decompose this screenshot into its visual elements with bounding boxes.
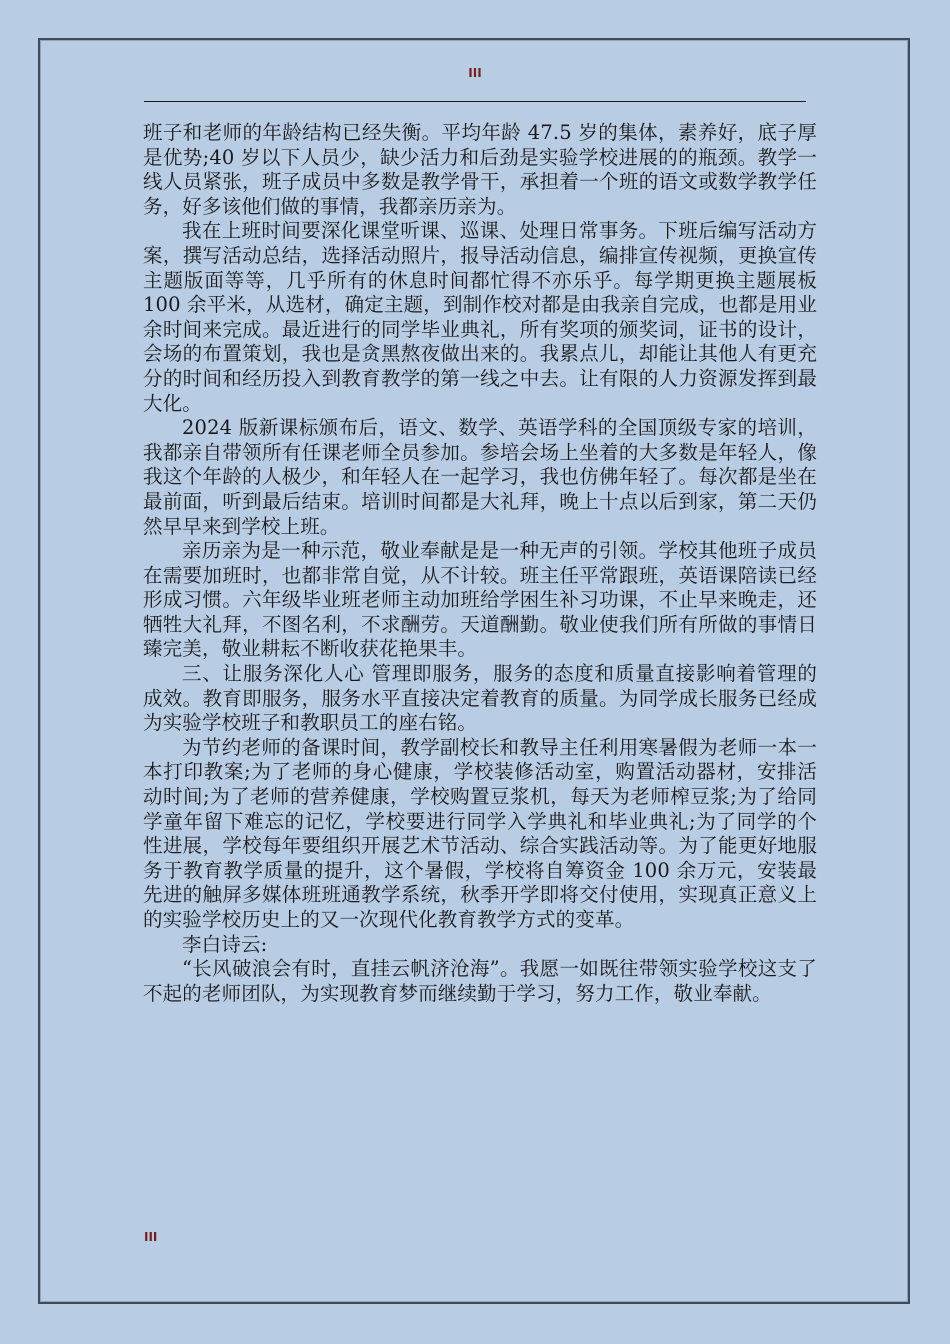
document-body: [143, 121, 817, 1006]
paragraph-3: 2024 版新课标颁布后，语文、数学、英语学科的全国顶级专家的培训，我都亲自带领所有任课老师全员参加。参培会场上坐着的大多数是年轻人，像我这个年龄的人极少，和年轻人在一起学习，我也仿佛年轻了。每次都是坐在最前面，听到最后结束。培训时间都是大礼拜，晚上十点以后到家，第二天仍然早早来到学校上班。: [143, 416, 817, 538]
footer-mark: III: [144, 1230, 158, 1244]
header-rule: [144, 101, 806, 102]
paragraph-1: 班子和老师的年龄结构已经失衡。平均年龄 47.5 岁的集体，素养好，底子厚是优势;40 岁以下人员少，缺少活力和后劲是实验学校进展的的瓶颈。教学一线人员紧张，班子成员中多数是教学骨干，承担着一个班的语文或数学教学任务，好多该他们做的事情，我都亲历亲为。: [143, 121, 817, 218]
section-heading-3: 三、让服务深化人心 管理即服务，服务的态度和质量直接影响着管理的成效。教育即服务，服务水平直接决定着教育的质量。为同学成长服务已经成为实验学校班子和教职员工的座右铭。: [143, 662, 817, 735]
closing-paragraph: “长风破浪会有时，直挂云帆济沧海”。我愿一如既往带领实验学校这支了不起的老师团队，为实现教育梦而继续勤于学习，努力工作，敬业奉献。: [143, 957, 817, 1005]
paragraph-4: 亲历亲为是一种示范，敬业奉献是是一种无声的引领。学校其他班子成员在需要加班时，也都非常自觉，从不计较。班主任平常跟班，英语课陪读已经形成习惯。六年级毕业班老师主动加班给学困生补习功课，不止早来晚走，还牺牲大礼拜，不图名利，不求酬劳。天道酬勤。敬业使我们所有所做的事情日臻完美，敬业耕耘不断收获花艳果丰。: [143, 539, 817, 661]
paragraph-2: 我在上班时间要深化课堂听课、巡课、处理日常事务。下班后编写活动方案，撰写活动总结，选择活动照片，报导活动信息，编排宣传视频，更换宣传主题版面等等，几乎所有的休息时间都忙得不亦乐乎。每学期更换主题展板 100 余平米，从选材，确定主题，到制作校对都是由我亲自完成，也都是用业余时间来完成。最近进行的同学毕业典礼，所有奖项的颁奖词，证书的设计，会场的布置策划，我也是贪黑熬夜做出来的。我累点儿，却能让其他人有更充分的时间和经历投入到教育教学的第一线之中去。让有限的人力资源发挥到最大化。: [143, 219, 817, 415]
header-mark: III: [468, 66, 482, 80]
paragraph-5: 为节约老师的备课时间，教学副校长和教导主任利用寒暑假为老师一本一本打印教案;为了老师的身心健康，学校装修活动室，购置活动器材，安排活动时间;为了老师的营养健康，学校购置豆浆机，每天为老师榨豆浆;为了给同学童年留下难忘的记忆，学校要进行同学入学典礼和毕业典礼;为了同学的个性进展，学校每年要组织开展艺术节活动、综合实践活动等。为了能更好地服务于教育教学质量的提升，这个暑假，学校将自筹资金 100 余万元，安装最先进的触屏多媒体班班通教学系统，秋季开学即将交付使用，实现真正意义上的实验学校历史上的又一次现代化教育教学方式的变革。: [143, 735, 817, 931]
poem-intro: 李白诗云:: [182, 932, 268, 956]
